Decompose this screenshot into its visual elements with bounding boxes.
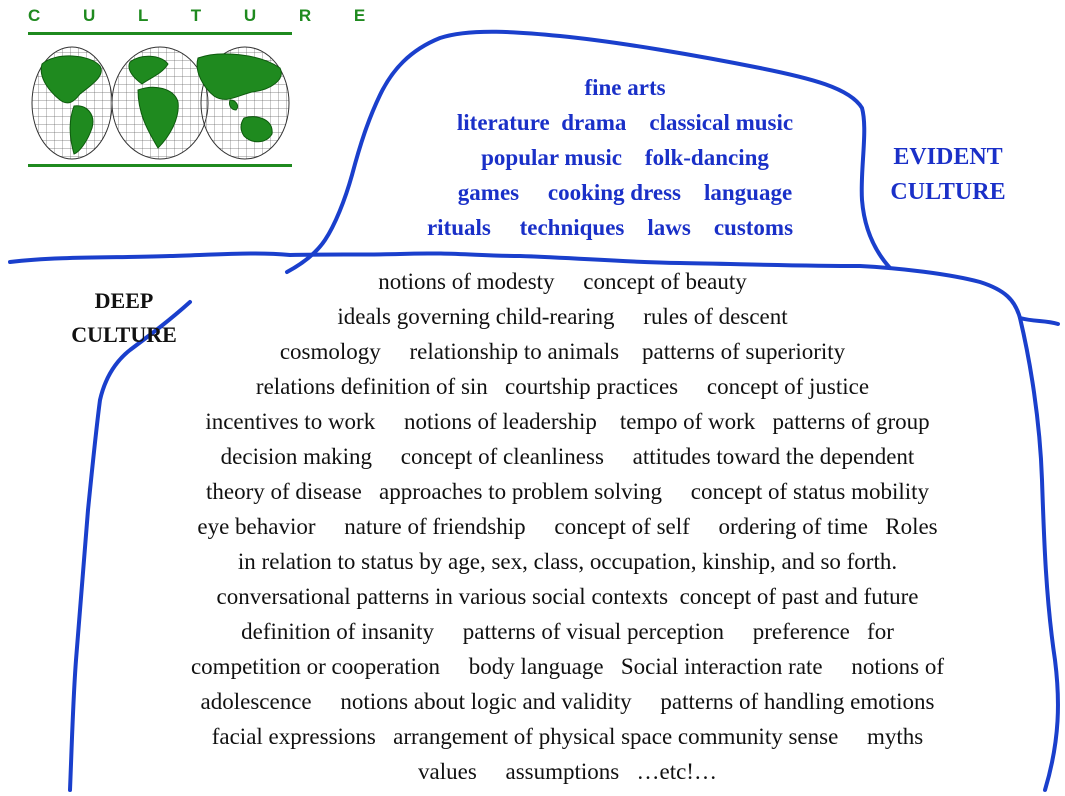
logo-top-rule (28, 32, 292, 35)
evident-label-line: EVIDENT (893, 144, 1003, 170)
deep-item-line: definition of insanity patterns of visual perception preference for (241, 619, 894, 644)
deep-item-line: theory of disease approaches to problem solving concept of status mobility (205, 479, 930, 504)
evident-culture-items (300, 70, 950, 245)
deep-item-line: decision making concept of cleanliness attitudes toward the dependent (220, 444, 915, 469)
deep-culture-items (60, 264, 1065, 789)
logo-bottom-rule (28, 164, 292, 167)
deep-item-line: adolescence notions about logic and validity patterns of handling emotions (200, 689, 935, 714)
deep-item-line: ideals governing child-rearing rules of descent (337, 304, 788, 329)
world-map-icon (30, 44, 292, 162)
deep-label-line: DEEP (94, 288, 154, 313)
logo-title: C U L T U R E (28, 6, 385, 25)
deep-item-line: eye behavior nature of friendship concept of self ordering of time Roles (197, 514, 938, 539)
evident-item-line: literature drama classical music (456, 110, 794, 135)
deep-item-line: conversational patterns in various social contexts concept of past and future (216, 584, 919, 609)
evident-label-line: CULTURE (890, 179, 1006, 205)
deep-item-line: values assumptions …etc!… (418, 759, 717, 784)
evident-item-line: rituals techniques laws customs (426, 215, 794, 240)
deep-item-line: cosmology relationship to animals patterns of superiority (279, 339, 846, 364)
evident-item-line: popular music folk-dancing (481, 145, 769, 170)
evident-item-line: games cooking dress language (457, 180, 793, 205)
deep-item-line: notions of modesty concept of beauty (378, 269, 747, 294)
deep-item-line: in relation to status by age, sex, class, occupation, kinship, and so forth. (237, 549, 898, 574)
deep-item-line: competition or cooperation body language Social interaction rate notions of (190, 654, 945, 679)
deep-label-line: CULTURE (71, 322, 177, 347)
deep-item-line: incentives to work notions of leadership tempo of work patterns of group (205, 409, 930, 434)
deep-item-line: relations definition of sin courtship practices concept of justice (255, 374, 870, 399)
evident-item-line: fine arts (584, 75, 666, 100)
deep-item-line: facial expressions arrangement of physical space community sense myths (211, 724, 924, 749)
